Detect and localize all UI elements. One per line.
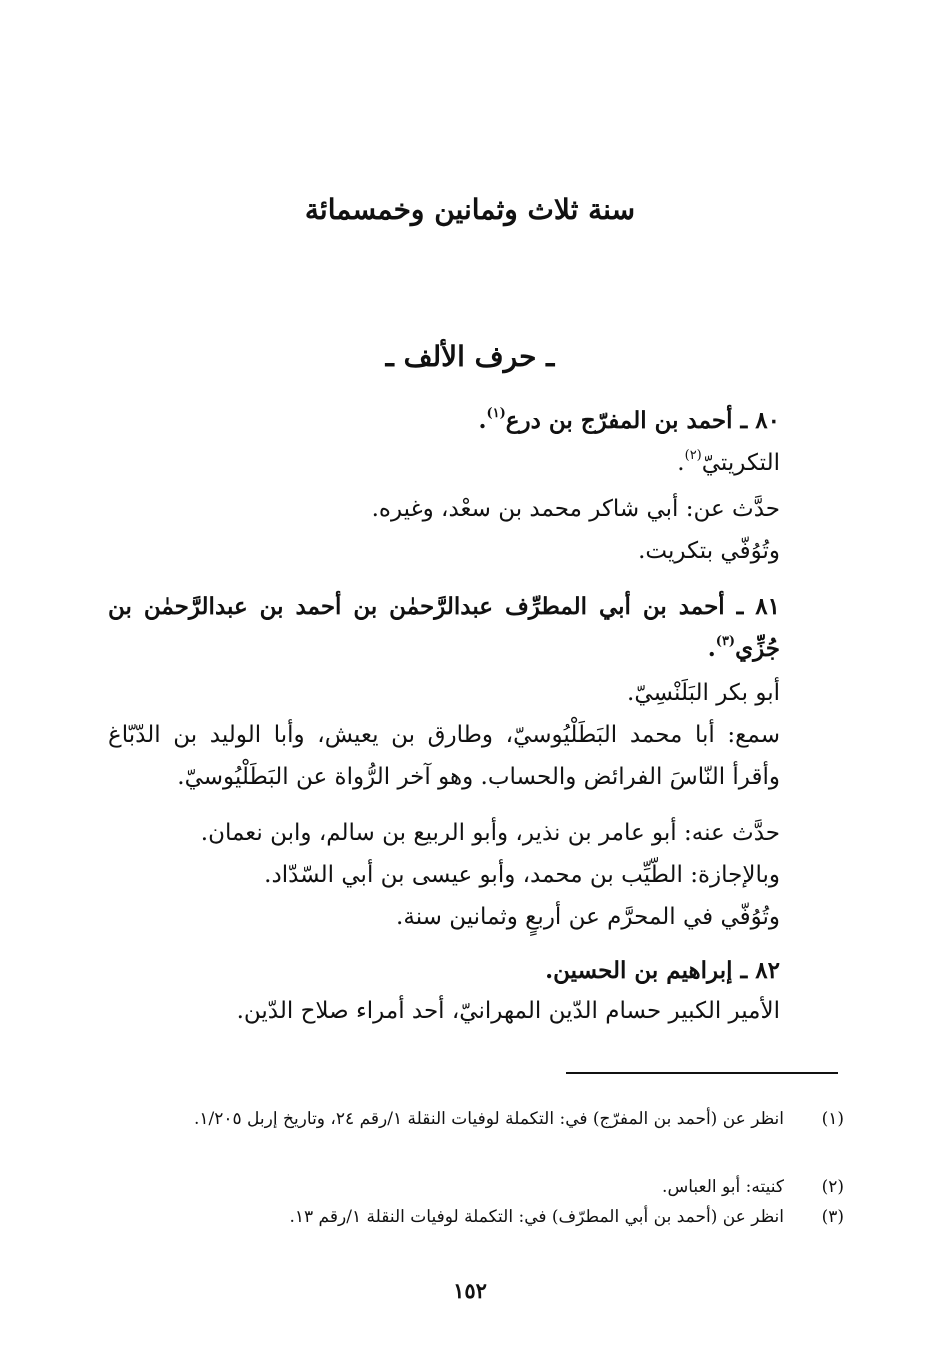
footnote-1 [100,1106,844,1166]
footnote-1-text: انظر عن (أحمد بن المفرّج) في: التكملة لوفيات النقلة ١/رقم ٢٤، وتاريخ إربل ١/٢٠٥. [193,1109,784,1129]
footnote-ref-2[interactable]: (٢) [684,448,702,464]
entry-81-kunya: أبو بكر البَلَنْسِيّ. [627,680,780,706]
entry-81-heading-end: . [707,635,716,662]
chapter-title: سنة ثلاث وثمانين وخمسمائة [304,193,636,226]
entry-81-line-3: حدَّث عنه: أبو عامر بن نذير، وأبو الربيع بن سالم، وابن نعمان. [200,820,780,846]
footnote-3-number: (٣) [821,1207,844,1227]
entry-82-line-1: الأمير الكبير حسام الدّين المهرانيّ، أحد أمراء صلاح الدّين. [236,998,780,1024]
section-title: ـ حرف الألف ـ [385,340,555,373]
footnote-2-number: (٢) [821,1177,844,1197]
entry-81-line-2: وأقرأ النّاسَ الفرائض والحساب. وهو آخر الرُّواة عن البَطَلْيُوسيّ. [177,764,780,790]
footnote-2-text: كنيته: أبو العباس. [662,1177,784,1197]
footnote-3 [100,1204,844,1230]
entry-81-line-1: سمع: أبا محمد البَطَلْيُوسيّ، وطارق بن يعيش، وأبا الوليد بن الدّبّاغ [108,722,780,748]
page-number: ١٥٢ [453,1278,487,1303]
entry-82-heading: ٨٢ ـ إبراهيم بن الحسين. [545,957,780,984]
entry-81-line-4: وبالإجازة: الطّيِّب بن محمد، وأبو عيسى بن أبي السّدّاد. [264,862,780,888]
entry-81-heading-name: جُزِّي [735,635,780,662]
footnote-ref-3[interactable]: (٣) [715,634,736,650]
footnote-ref-1[interactable]: (١) [486,406,506,422]
entry-80-line-2: وتُوُفّي بتكريت. [638,538,780,564]
entry-81-heading-line-1: ٨١ ـ أحمد بن أبي المطرِّف عبدالرَّحمٰن بن أحمد بن عبدالرَّحمٰن بن [108,593,780,620]
footnote-3-text: انظر عن (أحمد بن أبي المطرّف) في: التكملة لوفيات النقلة ١/رقم ١٣. [289,1207,784,1227]
footnote-2 [100,1174,844,1200]
entry-80-name: ٨٠ ـ أحمد بن المفرّج بن درع [505,407,780,434]
footnote-separator [566,1072,838,1074]
entry-81-line-5: وتُوُفّي في المحرَّم عن أربعٍ وثمانين سنة. [396,904,780,930]
footnote-1-number: (١) [821,1109,844,1129]
entry-80-heading-end: . [478,407,487,434]
entry-80-nisba [677,446,780,480]
entry-80-heading [478,404,780,438]
entry-80-nisba-text: التكريتيّ [701,450,780,476]
entry-80-nisba-end: . [677,450,685,476]
entry-80-line-1: حدَّث عن: أبي شاكر محمد بن سعْد، وغيره. [371,496,780,522]
entry-81-heading-line-2 [708,632,780,666]
